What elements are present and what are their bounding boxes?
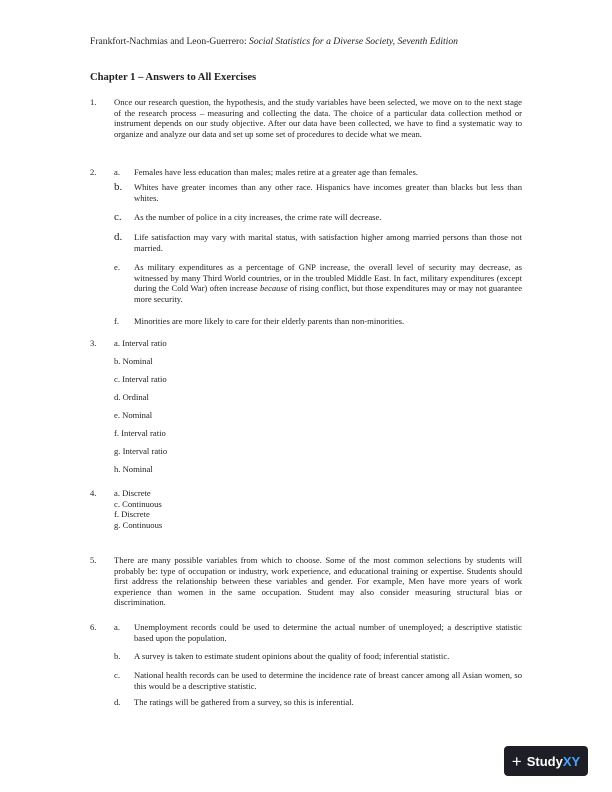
list-item: g. Interval ratio (114, 446, 168, 456)
sub-answer-a: a. Females have less education than males; males retire at a greater age than females. (114, 167, 418, 177)
list-item: f. Interval ratio (114, 428, 166, 438)
studyxy-badge[interactable] (504, 746, 588, 776)
sub-answer-b: b. Whites have greater incomes than any other race. Hispanics have incomes greater than blacks but less than whites. (114, 181, 522, 203)
question-number: 5. (90, 555, 97, 565)
list-item: a. Discrete (114, 488, 151, 498)
question-5 (90, 555, 522, 608)
header-authors: Frankfort-Nachmias and Leon-Guerrero: (90, 36, 250, 47)
header-book-title: Social Statistics for a Diverse Society, Seventh Edition (249, 36, 458, 47)
sub-answer-f: f. Minorities are more likely to care for their elderly parents than non-minorities. (114, 316, 405, 326)
question-number: 3. (90, 338, 97, 348)
list-item: c. Interval ratio (114, 374, 167, 384)
sub-answer-b: b. A survey is taken to estimate student opinions about the quality of food; inferential statistic. (114, 651, 450, 661)
plus-icon: + (511, 751, 522, 771)
list-item: h. Nominal (114, 464, 153, 474)
question-number: 6. (90, 622, 97, 632)
answer-text: There are many possible variables from which to choose. Some of the most common selections by students will probably be: type of occupation or industry, work experience, and educational training or expertise. Students should first address the relationship between these variables and gender. For example, Men have more years of work experience than women in the same occupation. Student may also consider measuring structural bias or discrimination. (114, 555, 522, 608)
list-item: d. Ordinal (114, 392, 149, 402)
list-item: a. Interval ratio (114, 338, 167, 348)
chapter-title: Chapter 1 – Answers to All Exercises (90, 72, 257, 83)
question-4 (90, 488, 522, 530)
list-item: f. Discrete (114, 509, 150, 520)
question-number: 2. (90, 167, 97, 177)
list-item: g. Continuous (114, 519, 163, 530)
sub-answer-d: d. The ratings will be gathered from a survey, so this is inferential. (114, 697, 354, 707)
sub-answer-d: d. Life satisfaction may vary with marital status, with satisfaction higher among married persons than those not married. (114, 231, 522, 253)
answer-text: Once our research question, the hypothesis, and the study variables have been selected, we move on to the next stage of the research process – measuring and collecting the data. The choice of a particular data collection method or instrument depends on our study objective. After our data have been collected, we have to find a systematic way to organize and analyze our data and set up some set of procedures to decide what we mean. (114, 97, 522, 139)
sub-answer-e: e. As military expenditures as a percentage of GNP increase, the overall level of security may decrease, as witnessed by many Third World countries, or in the troubled Middle East. In fact, military expenditures (except during the Cold War) often increase because of rising conflict, but those expenditures may or may not guarantee more security. (114, 262, 523, 304)
question-1 (90, 97, 522, 139)
question-number: 4. (90, 488, 97, 498)
question-2 (90, 167, 522, 178)
badge-label: StudyXY (526, 753, 581, 769)
sub-answer-c: c. National health records can be used to determine the incidence rate of breast cancer among all Asian women, so this would be a descriptive statistic. (114, 670, 522, 691)
list-item: b. Nominal (114, 356, 153, 366)
question-6: 6. a. Unemployment records could be used to determine the actual number of unemployed; a descriptive statistic based upon the population. (90, 622, 522, 643)
running-header (90, 36, 458, 47)
sub-answer-c: c. As the number of police in a city increases, the crime rate will decrease. (114, 211, 382, 223)
list-item: e. Nominal (114, 410, 153, 420)
list-item: c. Continuous (114, 498, 162, 509)
question-number: 1. (90, 97, 97, 107)
